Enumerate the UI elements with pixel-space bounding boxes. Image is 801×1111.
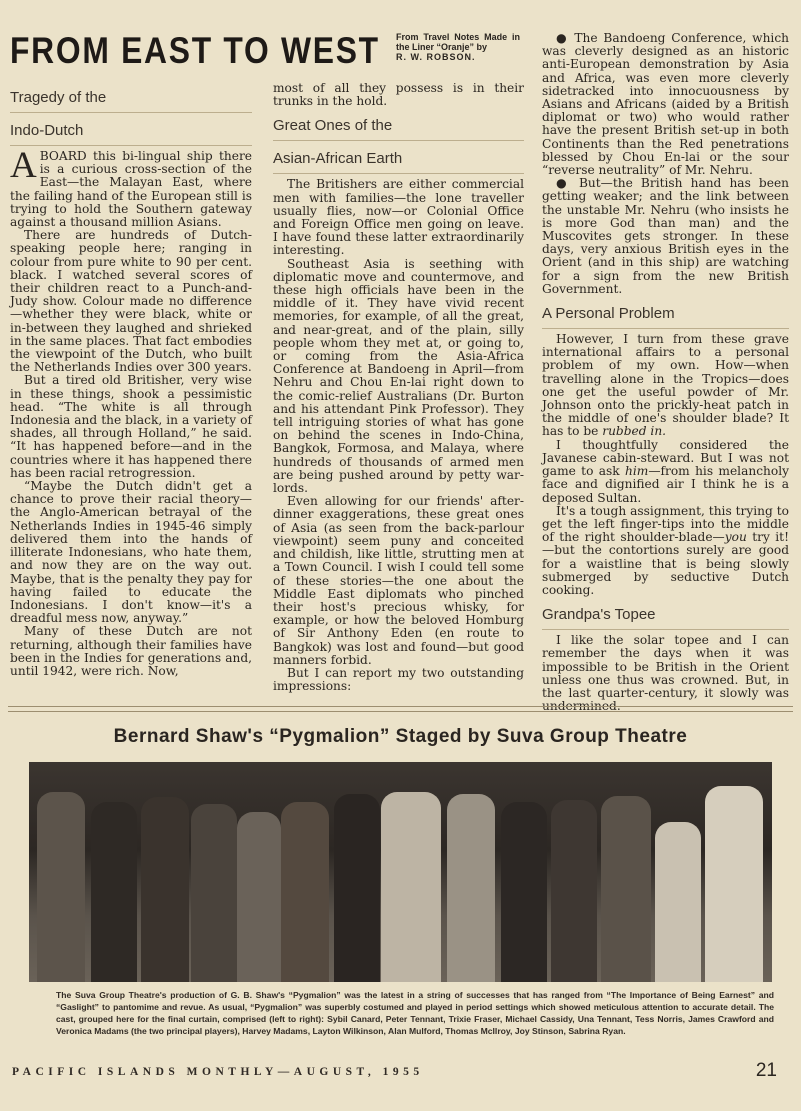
paragraph xyxy=(542,333,789,439)
paragraph-text: try it!—but the contortions surely are good for a waistline that is being slowly submerged by seductive Dutch cooking. xyxy=(542,530,789,597)
paragraph-text: But—the British hand has been getting weaker; and the link between the unstable Mr. Nehru (who insists he is more God than man) and the Muscovites gets stronger. In these days, very anxious British eyes in the Orient (and in this ship) are watching for a sign from the new British Government. xyxy=(542,176,790,296)
article-headline: FROM EAST TO WEST xyxy=(10,30,380,71)
section-heading: Great Ones of the xyxy=(273,112,524,141)
paragraph xyxy=(542,177,789,296)
paragraph-text: —from his melancholy face and dignified air I think he is a deposed Sultan. xyxy=(542,464,789,505)
photo-headline: Bernard Shaw's “Pygmalion” Staged by Suva Group Theatre xyxy=(113,726,688,747)
photo-figure xyxy=(141,797,189,982)
paragraph xyxy=(542,505,789,597)
byline-line: From Travel Notes xyxy=(396,32,480,42)
section-heading: Asian-African Earth xyxy=(273,145,524,174)
paragraph xyxy=(542,32,789,177)
photo-figure xyxy=(551,800,597,982)
byline-author: R. W. ROBSON. xyxy=(396,52,476,62)
section-heading: Indo-Dutch xyxy=(10,117,252,146)
emphasis-text: you xyxy=(724,530,747,545)
photo-figure xyxy=(237,812,281,982)
article-column-1 xyxy=(10,84,252,678)
emphasis-text: rubbed in. xyxy=(602,424,667,439)
paragraph-text: It's a tough assignment, this trying to get the left finger-tips into the middle of the right shoulder-blade— xyxy=(542,503,789,545)
article-byline xyxy=(396,32,520,62)
bullet-icon: ● xyxy=(556,176,571,191)
photo-figure xyxy=(91,802,137,982)
paragraph xyxy=(10,145,252,230)
section-divider xyxy=(8,706,793,707)
photo-caption: The Suva Group Theatre's production of G. B. Shaw's “Pygmalion” was the latest in a string of successes that has ranged from “The Importance of Being Earnest” and “Gaslight” to pantomime and revue. As usual, “Pygmalion” was superbly costumed and played in period settings which showed meticulous attention to accurate detail. The cast, grouped here for the final curtain, comprised (left to right): Sybil Canard, Peter Tennant, Trixie Fraser, Michael Cassidy, Una Tennant, Tess Norris, James Crawford and Veronica Madams (the two principal players), Harvey Madams, Layton Wilkinson, Alan Mulford, Thomas McIlroy, Joy Stinson, Sabrina Ryan. xyxy=(56,990,774,1036)
paragraph: Even allowing for our friends' after-dinner exaggerations, these great ones of Asia (as seen from the back-parlour viewpoint) seem puny and conceited and childish, like little, strutting men at a Town Council. I wish I could tell some of these stories—the one about the Middle East diplomats who pinched their host's precious whisky, for example, or how the beloved Homburg of Sir Anthony Eden (en route to Bangkok) was lost and found—but good manners forbid. xyxy=(273,494,524,667)
photo-figure xyxy=(191,804,237,982)
paragraph-text: BOARD this bi-lingual ship there is a curious cross-section of the East—the Malayan East, where the failing hand of the European still is trying to hold the Southern gateway against a thousand million Asians. xyxy=(10,149,252,230)
section-heading: Tragedy of the xyxy=(10,84,252,113)
byline-line: “Oranje” by xyxy=(436,42,488,52)
paragraph: The Britishers are either commercial men with families—the lone traveller usually flies, now—or Colonial Office and Foreign Office men going on leave. I have found these latter extraordinarily interesting. xyxy=(273,177,524,258)
emphasis-text: him xyxy=(625,464,649,479)
section-divider xyxy=(8,711,793,712)
article-column-3 xyxy=(542,32,789,713)
paragraph: I like the solar topee and I can remember the days when it was impossible to be British in the Orient unless one thus was crowned. But, in the last quarter-century, it slowly was undermined. xyxy=(542,633,789,714)
photo-figure xyxy=(501,802,547,982)
photo-figure xyxy=(334,794,380,982)
paragraph: “Maybe the Dutch didn't get a chance to prove their racial theory—the Anglo-American betrayal of the Netherlands Indies in 1945-46 simply delivered them into the hands of illiterate Indonesians, who hate them, and now they are on the way out. Maybe, that is the penalty they pay for having failed to educate the Indonesians. I don't know—it's a dreadful mess now, anyway.” xyxy=(10,479,252,626)
footer-publication: PACIFIC ISLANDS MONTHLY—AUGUST, 1955 xyxy=(12,1066,424,1078)
section-heading: A Personal Problem xyxy=(542,300,789,329)
photo-figure xyxy=(381,792,441,982)
paragraph-text: I thoughtfully considered the Javanese cabin-steward. But I was not game to ask xyxy=(542,437,789,479)
paragraph-text: However, I turn from these grave international affairs to a personal problem of my own. How—when travelling alone in the Tropics—does one get the useful powder of Mr. Johnson onto the prickly-heat patch in the middle of one's shoulder blade? It has to be xyxy=(542,332,789,439)
paragraph: But I can report my two outstanding impressions: xyxy=(273,665,524,694)
paragraph xyxy=(542,439,789,505)
photo-figure xyxy=(447,794,495,982)
paragraph: But a tired old Britisher, very wise in these things, shook a pessimistic head. “The white is all through Indonesia and the black, in a variety of shades, all through Holland,” he said. “It has happened before—and in the countries where it has happened there has been racial retrogression. xyxy=(10,373,252,480)
photo-figure xyxy=(281,802,329,982)
bullet-icon: ● xyxy=(556,31,569,45)
paragraph: There are hundreds of Dutch-speaking people here; ranging in colour from pure white to 90 per cent. black. I watched several scores of their children react to a Punch-and-Judy show. Colour made no difference—whether they were black, white or in-between they laughed and shrieked in the same places. That fact embodies the viewpoint of the Dutch, who built the Netherlands Indies over 300 years. xyxy=(10,228,252,375)
photo-figure xyxy=(655,822,701,982)
paragraph-text: The Bandoeng Conference, which was cleverly designed as an historic anti-European demonstration by Asia and Africa, was even more cleverly sidetracked into innocuousness by Asians and Africans (aided by a British diplomat or two) who would rather have the present British set-up in both Continents than the Red penetrations blessed by Chou En-lai or the sour “reverse neutrality” of Mr. Nehru. xyxy=(542,31,790,178)
paragraph: Many of these Dutch are not returning, although their families have been in the Indies for generations and, until 1942, were rich. Now, xyxy=(10,624,252,678)
paragraph: most of all they possess is in their trunks in the hold. xyxy=(273,81,524,109)
drop-cap: A xyxy=(10,145,37,186)
byline-line: Made in the Liner xyxy=(396,32,520,52)
photo-figure xyxy=(37,792,85,982)
article-column-2 xyxy=(273,82,524,693)
section-heading: Grandpa's Topee xyxy=(542,601,789,630)
paragraph: Southeast Asia is seething with diplomatic move and countermove, and these high officials have been in the middle of it. They have vivid recent memories, for example, of all the great, and near-great, and of the plain, silly people whom they met at, or going to, or coming from the Asia-Africa Conference at Bandoeng in April—from Nehru and Chou En-lai right down to the comic-relief Australians (Dr. Burton and his attendant Pink Professor). They tell intriguing stories of what has gone on behind the scenes in Indo-China, Bangkok, Formosa, and Malaya, where hundreds of thousands of armed men are being pushed around by petty war-lords. xyxy=(273,256,524,496)
page-number: 21 xyxy=(755,1060,777,1081)
photo-figure xyxy=(705,786,763,982)
cast-photograph xyxy=(29,762,772,982)
photo-figure xyxy=(601,796,651,982)
